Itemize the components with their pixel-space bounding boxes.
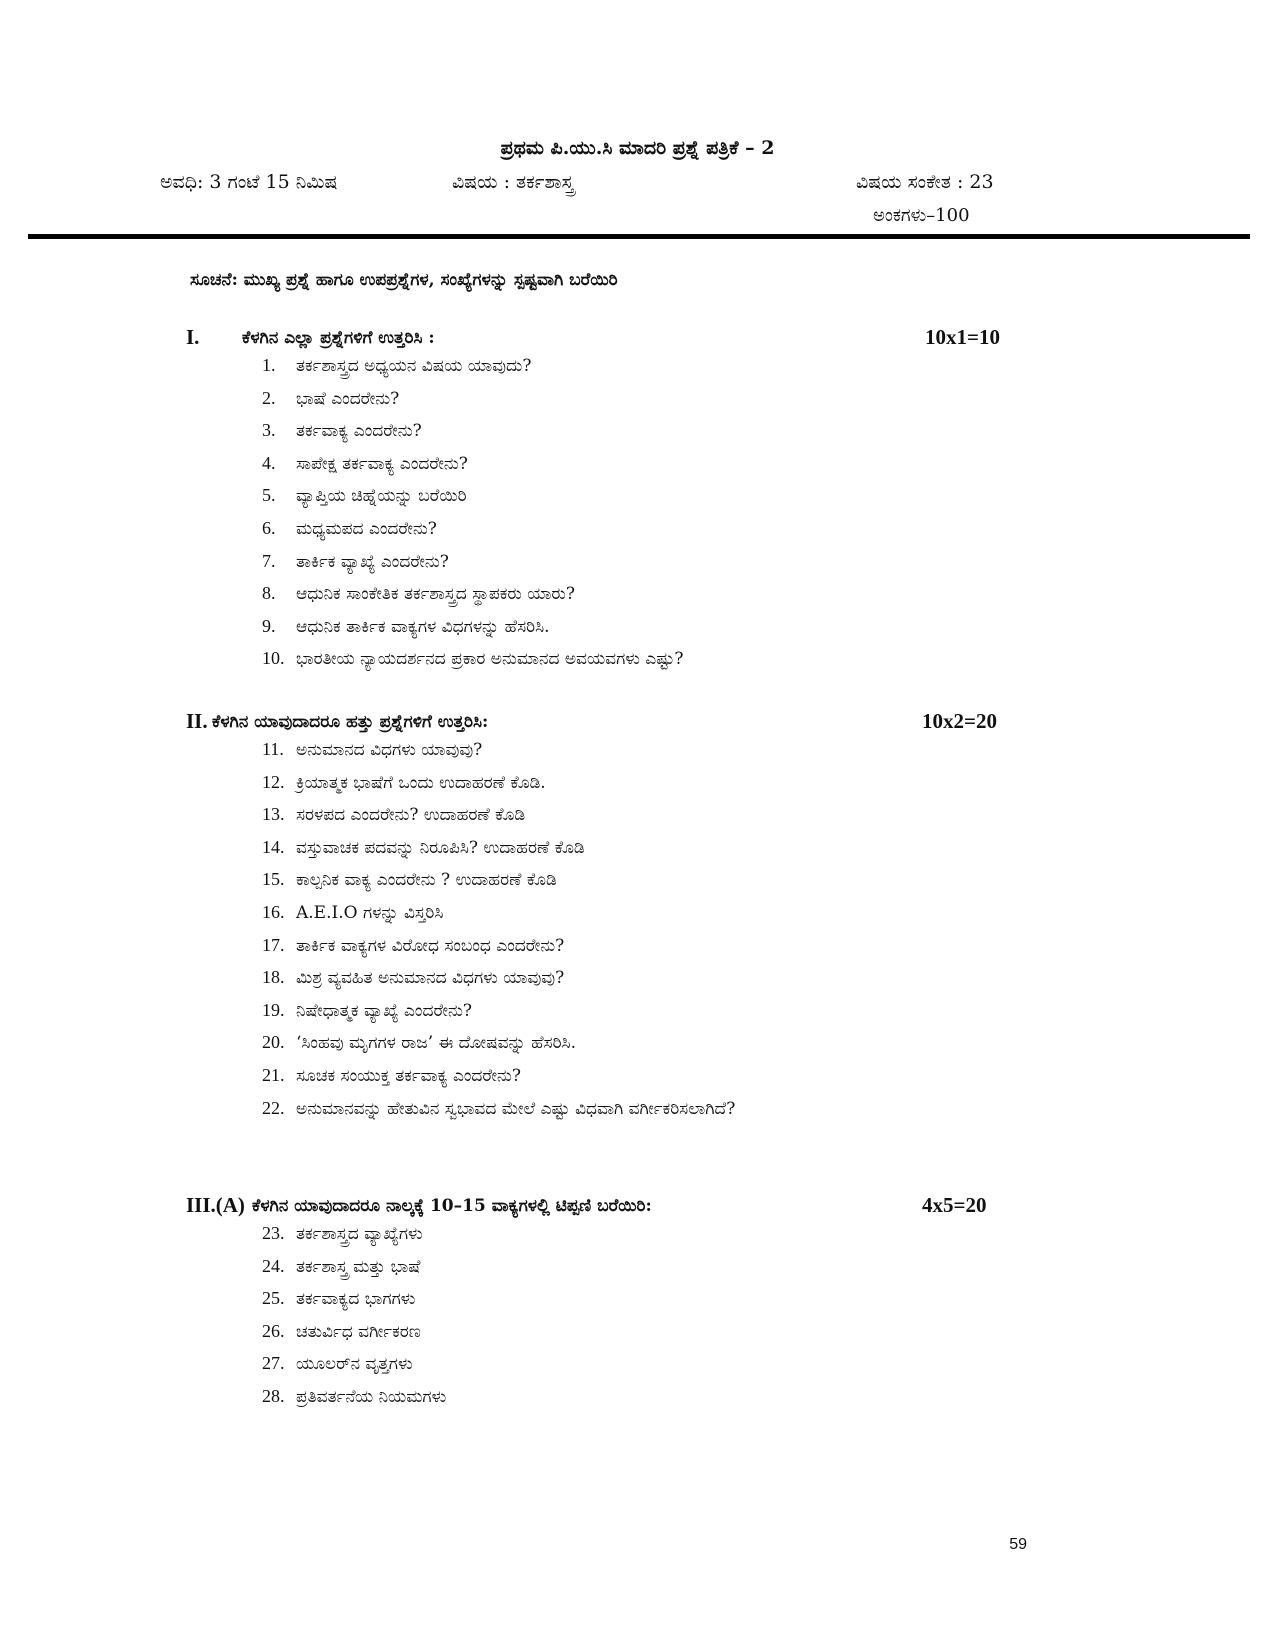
section-number: I.: [186, 325, 200, 349]
question-number: 15.: [262, 869, 285, 890]
question-item: [262, 739, 735, 772]
question-item: [262, 1223, 446, 1256]
question-item: [262, 837, 735, 870]
question-number: 11.: [262, 739, 284, 759]
question-item: [262, 388, 684, 421]
question-item: [262, 967, 735, 1000]
section-marks: 10x1=10: [925, 325, 1000, 349]
question-number: 2.: [262, 387, 276, 408]
question-text: ತರ್ಕಶಾಸ್ತ್ರ ಮತ್ತು ಭಾಷೆ: [296, 1256, 421, 1277]
question-number: 24.: [262, 1255, 285, 1276]
question-text: ಭಾರತೀಯ ನ್ಯಾಯದರ್ಶನದ ಪ್ರಕಾರ ಅನುಮಾನದ ಅವಯವಗಳು ಎಷ್ಟು?: [296, 649, 684, 670]
question-text: ಸರಳಪದ ಎಂದರೇನು? ಉದಾಹರಣೆ ಕೊಡಿ: [296, 805, 526, 826]
question-item: [262, 355, 684, 388]
question-number: 23.: [262, 1223, 285, 1243]
section-heading: ಕೆಳಗಿನ ಯಾವುದಾದರೂ ಹತ್ತು ಪ್ರಶ್ನೆಗಳಿಗೆ ಉತ್ತರಿಸಿ:: [212, 712, 489, 732]
question-item: [262, 1098, 735, 1131]
paper-title: ಪ್ರಥಮ ಪಿ.ಯು.ಸಿ ಮಾದರಿ ಪ್ರಶ್ನೆ ಪತ್ರಿಕೆ – 2: [500, 137, 775, 159]
question-text: ಅನುಮಾನದ ವಿಧಗಳು ಯಾವುವು?: [296, 740, 483, 760]
question-number: 18.: [262, 967, 285, 988]
question-text: ಕಾಲ್ಪನಿಕ ವಾಕ್ಯ ಎಂದರೇನು ? ಉದಾಹರಣೆ ಕೊಡಿ: [296, 870, 557, 891]
question-text: ಆಧುನಿಕ ಸಾಂಕೇತಿಕ ತರ್ಕಶಾಸ್ತ್ರದ ಸ್ಥಾಪಕರು ಯಾರು?: [296, 584, 575, 605]
question-item: [262, 772, 735, 805]
question-number: 25.: [262, 1288, 285, 1309]
section-number: III.(A): [186, 1193, 245, 1217]
question-number: 27.: [262, 1353, 285, 1374]
question-item: [262, 804, 735, 837]
question-text: ತರ್ಕಶಾಸ್ತ್ರದ ವ್ಯಾಖ್ಯೆಗಳು: [296, 1224, 423, 1244]
question-list: [262, 739, 735, 1130]
question-text: ತರ್ಕಶಾಸ್ತ್ರದ ಅಧ್ಯಯನ ವಿಷಯ ಯಾವುದು?: [296, 356, 532, 376]
question-item: [262, 1386, 446, 1419]
question-item: [262, 902, 735, 935]
question-number: 3.: [262, 420, 276, 441]
duration-label: ಅವಧಿ: 3 ಗಂಟೆ 15 ನಿಮಿಷ: [160, 171, 338, 193]
question-number: 17.: [262, 934, 285, 955]
question-number: 12.: [262, 771, 285, 792]
question-item: [262, 1000, 735, 1033]
question-item: [262, 869, 735, 902]
question-text: ನಿಷೇಧಾತ್ಮಕ ವ್ಯಾಖ್ಯೆ ಎಂದರೇನು?: [296, 1000, 472, 1021]
question-item: [262, 648, 684, 681]
question-item: [262, 1288, 446, 1321]
question-text: ಸಾಪೇಕ್ಷ ತರ್ಕವಾಕ್ಯ ಎಂದರೇನು?: [296, 453, 468, 474]
question-item: [262, 485, 684, 518]
question-number: 28.: [262, 1385, 285, 1406]
question-text: ಅನುಮಾನವನ್ನು ಹೇತುವಿನ ಸ್ವಭಾವದ ಮೇಲೆ ಎಷ್ಟು ವಿಧವಾಗಿ ವರ್ಗೀಕರಿಸಲಾಗಿದೆ?: [296, 1098, 736, 1119]
question-item: [262, 453, 684, 486]
question-text: ವ್ಯಾಪ್ತಿಯ ಚಿಹ್ನೆಯನ್ನು ಬರೆಯಿರಿ: [296, 486, 467, 507]
question-list: [262, 1223, 446, 1419]
question-number: 20.: [262, 1032, 285, 1053]
question-item: [262, 420, 684, 453]
question-text: ತಾರ್ಕಿಕ ವಾಕ್ಯಗಳ ವಿರೋಧ ಸಂಬಂಧ ಎಂದರೇನು?: [296, 935, 565, 956]
question-number: 21.: [262, 1064, 285, 1085]
question-text: ವಸ್ತುವಾಚಕ ಪದವನ್ನು ನಿರೂಪಿಸಿ? ಉದಾಹರಣೆ ಕೊಡಿ: [296, 837, 585, 858]
question-number: 1.: [262, 355, 276, 375]
question-text: ‘ಸಿಂಹವು ಮೃಗಗಳ ರಾಜ’ ಈ ದೋಷವನ್ನು ಹೆಸರಿಸಿ.: [296, 1033, 576, 1054]
question-item: [262, 1065, 735, 1098]
question-item: [262, 583, 684, 616]
question-text: ಭಾಷೆ ಎಂದರೇನು?: [296, 388, 400, 409]
question-number: 7.: [262, 550, 276, 571]
question-item: [262, 518, 684, 551]
total-marks-label: ಅಂಕಗಳು–100: [873, 205, 970, 226]
section-heading: ಕೆಳಗಿನ ಯಾವುದಾದರೂ ನಾಲ್ಕಕ್ಕೆ 10–15 ವಾಕ್ಯಗಳಲ್ಲಿ ಟಿಪ್ಪಣಿ ಬರೆಯಿರಿ:: [252, 1196, 652, 1216]
question-text: ಮಧ್ಯಮಪದ ಎಂದರೇನು?: [296, 518, 437, 539]
question-item: [262, 1032, 735, 1065]
header-divider: [28, 234, 1250, 239]
question-list: [262, 355, 684, 681]
question-text: ಆಧುನಿಕ ತಾರ್ಕಿಕ ವಾಕ್ಯಗಳ ವಿಧಗಳನ್ನು ಹೆಸರಿಸಿ.: [296, 616, 550, 637]
section-marks: 4x5=20: [922, 1193, 987, 1217]
question-number: 19.: [262, 999, 285, 1020]
question-number: 22.: [262, 1097, 285, 1118]
question-item: [262, 935, 735, 968]
question-text: ಚತುರ್ವಿಧ ವರ್ಗೀಕರಣ: [296, 1321, 421, 1342]
section-marks: 10x2=20: [922, 709, 997, 733]
question-text: A.E.I.O ಗಳನ್ನು ವಿಸ್ತರಿಸಿ: [296, 902, 444, 923]
question-text: ತಾರ್ಕಿಕ ವ್ಯಾಖ್ಯೆ ಎಂದರೇನು?: [296, 551, 449, 572]
question-text: ತರ್ಕವಾಕ್ಯ ಎಂದರೇನು?: [296, 421, 422, 442]
question-number: 4.: [262, 452, 276, 473]
page-number: 59: [1009, 1536, 1027, 1553]
question-text: ತರ್ಕವಾಕ್ಯದ ಭಾಗಗಳು: [296, 1289, 416, 1310]
question-text: ಮಿಶ್ರ ವ್ಯವಹಿತ ಅನುಮಾನದ ವಿಧಗಳು ಯಾವುವು?: [296, 968, 565, 989]
question-item: [262, 616, 684, 649]
question-text: ಸೂಚಕ ಸಂಯುಕ್ತ ತರ್ಕವಾಕ್ಯ ಎಂದರೇನು?: [296, 1065, 521, 1086]
question-text: ಕ್ರಿಯಾತ್ಮಕ ಭಾಷೆಗೆ ಒಂದು ಉದಾಹರಣೆ ಕೊಡಿ.: [296, 772, 546, 793]
question-item: [262, 551, 684, 584]
question-number: 14.: [262, 836, 285, 857]
question-number: 10.: [262, 648, 285, 669]
instruction-note: ಸೂಚನೆ: ಮುಖ್ಯ ಪ್ರಶ್ನೆ ಹಾಗೂ ಉಪಪ್ರಶ್ನೆಗಳ, ಸಂಖ್ಯೆಗಳನ್ನು ಸ್ಪಷ್ಟವಾಗಿ ಬರೆಯಿರಿ: [190, 270, 618, 290]
question-text: ಪ್ರತಿವರ್ತನೆಯ ನಿಯಮಗಳು: [296, 1386, 447, 1407]
question-number: 5.: [262, 485, 276, 506]
question-item: [262, 1321, 446, 1354]
section-heading: ಕೆಳಗಿನ ಎಲ್ಲಾ ಪ್ರಶ್ನೆಗಳಿಗೆ ಉತ್ತರಿಸಿ :: [242, 328, 435, 348]
subject-label: ವಿಷಯ : ತರ್ಕಶಾಸ್ತ್ರ: [452, 171, 574, 193]
question-number: 9.: [262, 615, 276, 636]
question-number: 16.: [262, 901, 285, 922]
question-text: ಯೂಲರ್‌ನ ವೃತ್ತಗಳು: [296, 1354, 413, 1375]
question-number: 8.: [262, 583, 276, 604]
question-item: [262, 1256, 446, 1289]
question-item: [262, 1353, 446, 1386]
question-number: 6.: [262, 517, 276, 538]
question-number: 13.: [262, 804, 285, 825]
question-number: 26.: [262, 1320, 285, 1341]
section-number: II.: [186, 709, 208, 733]
subject-code-label: ವಿಷಯ ಸಂಕೇತ : 23: [856, 171, 994, 193]
